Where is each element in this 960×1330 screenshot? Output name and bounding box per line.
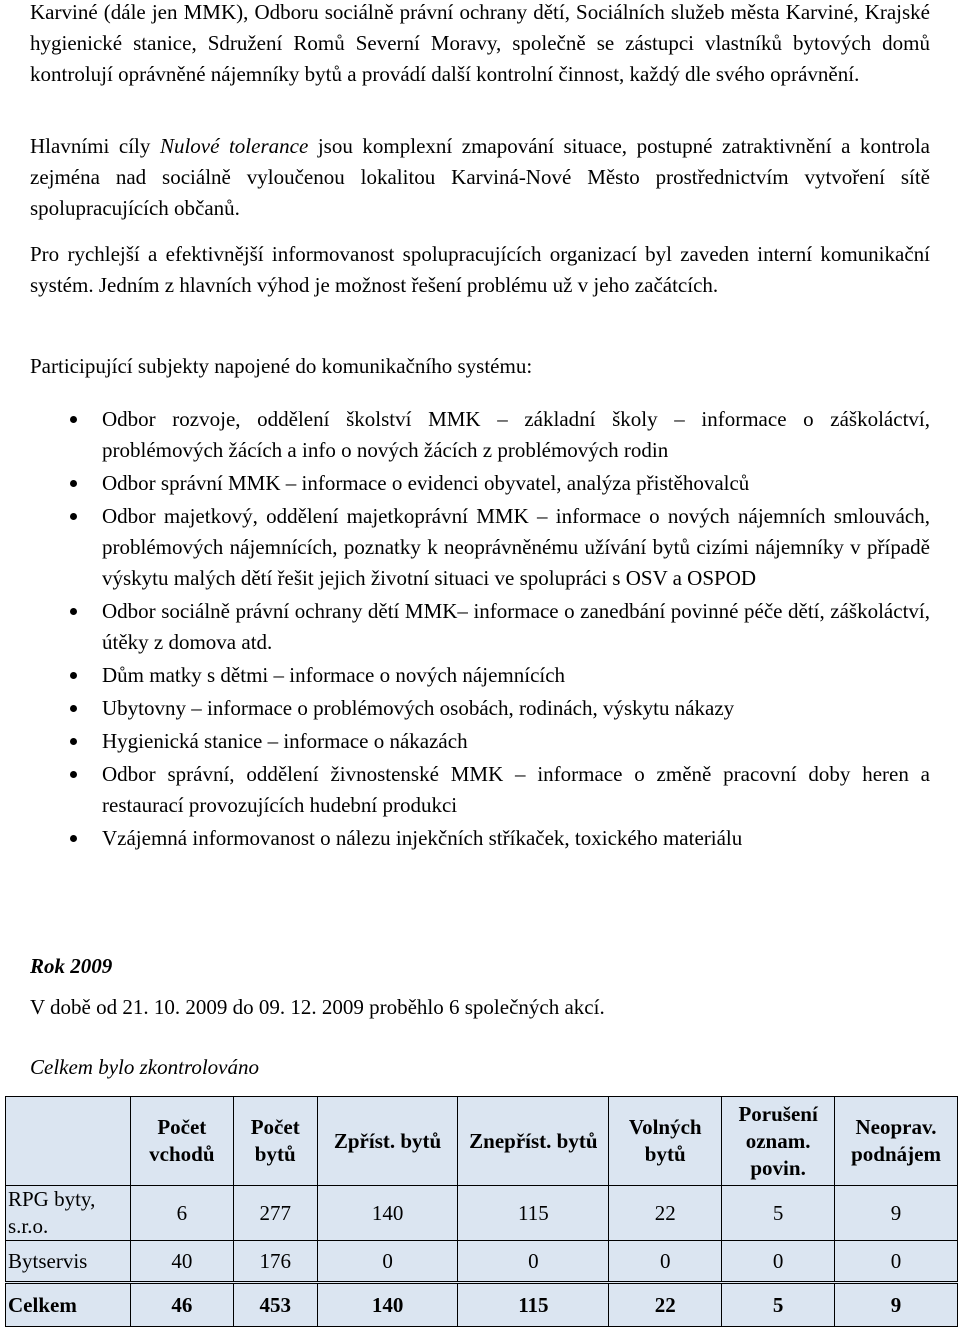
bullet-icon bbox=[70, 672, 77, 679]
table-cell: 9 bbox=[835, 1283, 958, 1327]
table-cell: 140 bbox=[317, 1283, 458, 1327]
table-header-cell: Neoprav. podnájem bbox=[835, 1097, 958, 1186]
list-item: Odbor sociálně právní ochrany dětí MMK– informace o zanedbání povinné péče dětí, záškoláctví, útěky z domova atd. bbox=[30, 596, 930, 658]
paragraph-participants: Participující subjekty napojené do komunikačního systému: bbox=[30, 354, 533, 378]
section-heading: Rok 2009 bbox=[30, 954, 113, 978]
table-cell: 115 bbox=[458, 1186, 609, 1241]
table-total-row bbox=[6, 1283, 958, 1327]
paragraph-communication: Pro rychlejší a efektivnější informovanost spolupracujících organizací byl zaveden interní komunikační systém. Jedním z hlavních výhod je možnost řešení problému už v jeho začátcích. bbox=[30, 242, 930, 297]
list-item: Vzájemná informovanost o nálezu injekčních stříkaček, toxického materiálu bbox=[30, 823, 930, 854]
table-cell: 46 bbox=[130, 1283, 233, 1327]
table-cell: 277 bbox=[233, 1186, 317, 1241]
table-row bbox=[6, 1186, 958, 1241]
bullet-icon bbox=[70, 771, 77, 778]
table-caption: Celkem bylo zkontrolováno bbox=[30, 1055, 260, 1079]
table-cell: 0 bbox=[317, 1241, 458, 1283]
bullet-icon bbox=[70, 608, 77, 615]
table-cell: 176 bbox=[233, 1241, 317, 1283]
table-cell: 40 bbox=[130, 1241, 233, 1283]
list-item: Dům matky s dětmi – informace o nových nájemnících bbox=[30, 660, 930, 691]
table-cell: 0 bbox=[835, 1241, 958, 1283]
bullet-icon bbox=[70, 416, 77, 423]
list-item: Odbor správní MMK – informace o evidenci obyvatel, analýza přistěhovalců bbox=[30, 468, 930, 499]
list-item: Hygienická stanice – informace o nákazách bbox=[30, 726, 930, 757]
table-cell: 5 bbox=[722, 1186, 835, 1241]
table-cell: 0 bbox=[722, 1241, 835, 1283]
participants-list bbox=[30, 404, 930, 856]
table-cell: 22 bbox=[609, 1283, 722, 1327]
paragraph-intro: Karviné (dále jen MMK), Odboru sociálně právní ochrany dětí, Sociálních služeb města Karviné, Krajské hygienické stanice, Sdružení Romů Severní Moravy, společně se zástupci vlastníků bytových domů kontrolují oprávněné nájemníky bytů a provádí další kontrolní činnost, každý dle svého oprávnění. bbox=[30, 0, 930, 86]
goals-text-end: jsou komplexní zmapování situace, postupné zatraktivnění a kontrola zejména nad sociálně vyloučenou lokalitou Karviná-Nové Město prostřednictvím vytvoření sítě spolupracujících občanů. bbox=[30, 134, 930, 220]
table-cell: 5 bbox=[722, 1283, 835, 1327]
bullet-icon bbox=[70, 738, 77, 745]
inspection-table bbox=[5, 1096, 958, 1327]
list-item: Ubytovny – informace o problémových osobách, rodinách, výskytu nákazy bbox=[30, 693, 930, 724]
bullet-icon bbox=[70, 480, 77, 487]
table-cell: 0 bbox=[609, 1241, 722, 1283]
goals-italic-term: Nulové tolerance bbox=[159, 134, 309, 158]
list-item: Odbor majetkový, oddělení majetkoprávní MMK – informace o nových nájemních smlouvách, problémových nájemnících, poznatky k neoprávněnému užívání bytů cizími nájemníky v případě výskytu malých dětí řešit jejich životní situaci ve spolupráci s OSV a OSPOD bbox=[30, 501, 930, 594]
bullet-icon bbox=[70, 835, 77, 842]
table-cell: 22 bbox=[609, 1186, 722, 1241]
table-cell: 0 bbox=[458, 1241, 609, 1283]
table-header-cell: Počet bytů bbox=[233, 1097, 317, 1186]
table-header-row bbox=[6, 1097, 958, 1186]
table-cell: 6 bbox=[130, 1186, 233, 1241]
paragraph-goals bbox=[30, 131, 930, 224]
goals-text-start: Hlavními cíly bbox=[30, 134, 160, 158]
table-header-cell: Znepříst. bytů bbox=[458, 1097, 609, 1186]
list-item: Odbor správní, oddělení živnostenské MMK – informace o změně pracovní doby heren a restaurací provozujících hudební produkci bbox=[30, 759, 930, 821]
table-row-label: Bytservis bbox=[6, 1241, 131, 1283]
table-cell: 115 bbox=[458, 1283, 609, 1327]
section-text: V době od 21. 10. 2009 do 09. 12. 2009 proběhlo 6 společných akcí. bbox=[30, 995, 605, 1019]
table-cell: 140 bbox=[317, 1186, 458, 1241]
bullet-icon bbox=[70, 513, 77, 520]
list-item: Odbor rozvoje, oddělení školství MMK – základní školy – informace o záškoláctví, problémových žácích a info o nových žácích z problémových rodin bbox=[30, 404, 930, 466]
table-header-cell: Počet vchodů bbox=[130, 1097, 233, 1186]
bullet-icon bbox=[70, 705, 77, 712]
table-header-cell: Porušení oznam. povin. bbox=[722, 1097, 835, 1186]
table-row bbox=[6, 1241, 958, 1283]
table-cell: 453 bbox=[233, 1283, 317, 1327]
table-header-cell bbox=[6, 1097, 131, 1186]
table-row-label: RPG byty, s.r.o. bbox=[6, 1186, 131, 1241]
table-header-cell: Zpříst. bytů bbox=[317, 1097, 458, 1186]
table-row-label: Celkem bbox=[6, 1283, 131, 1327]
table-header-cell: Volných bytů bbox=[609, 1097, 722, 1186]
table-cell: 9 bbox=[835, 1186, 958, 1241]
